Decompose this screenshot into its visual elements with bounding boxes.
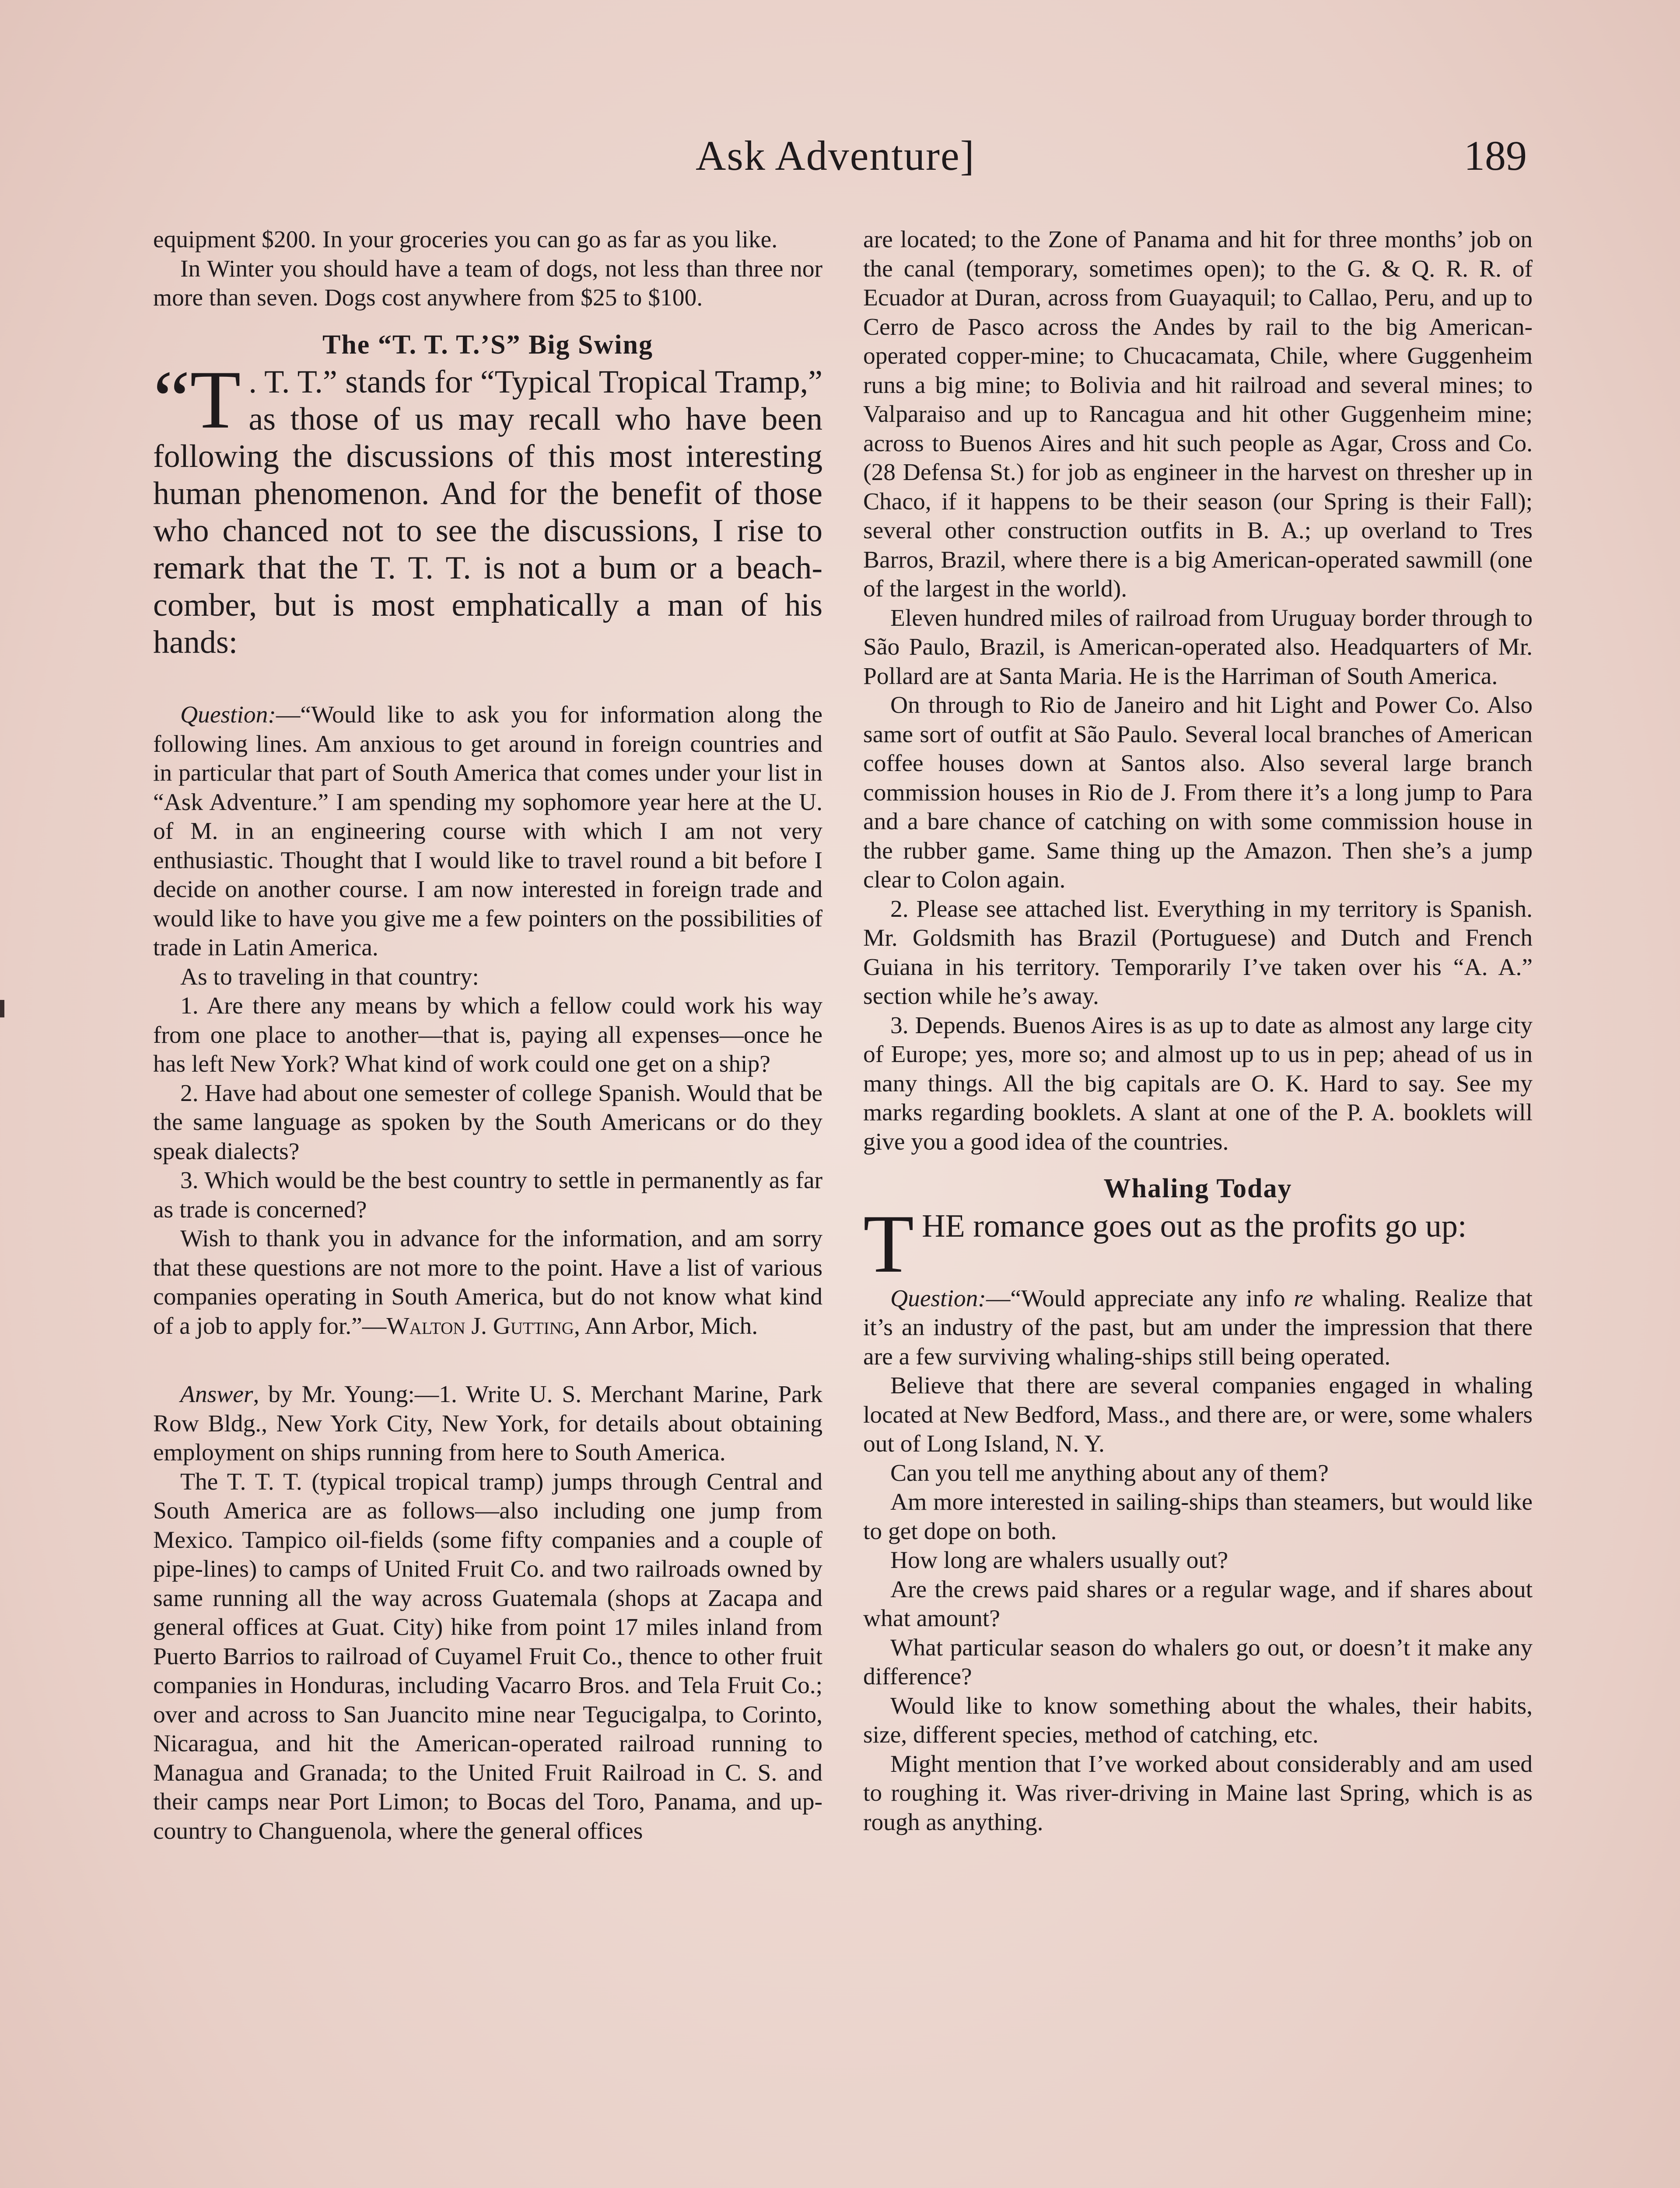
- running-head: [153, 131, 1527, 184]
- paragraph: 3. Depends. Buenos Aires is as up to date as almost any large city of Europe; yes, more so; and almost up to us in pep; ahead of us in many things. All the big capitals are O. K. Hard to say. See my marks regarding booklets. A slant at one of the P. A. booklets will give you a good idea of the countries.: [863, 1012, 1533, 1155]
- paragraph: Can you tell me anything about any of them?: [890, 1459, 1329, 1487]
- paragraph: The T. T. T. (typical tropical tramp) jumps through Central and South America are as follows—also including one jump from Mexico. Tampico oil-fields (some fifty companies and a couple of pipe-lines) to camps of United Fruit Co. and two railroads owned by same running all the way across Guatemala (shops at Zacapa and general offices at Guat. City) hike from point 17 miles inland from Puerto Barrios to railroad of Cuyamel Fruit Co., thence to other fruit companies in Honduras, including Vacarro Bros. and Tela Fruit Co.; over and across to San Juancito mine near Tegucigalpa, to Corinto, Nicaragua, and hit the American-operated railroad running to Managua and Granada; to the United Fruit Railroad in C. S. and their camps near Port Limon; to Bocas del Toro, Panama, and up-country to Changuenola, where the general offices: [153, 1468, 822, 1844]
- intro-paragraph: [863, 1198, 1533, 1290]
- signature-name: Walton J. Gutting: [386, 1312, 574, 1339]
- paragraph: 2. Have had about one semester of college Spanish. Would that be the same language as spoken by the South Americans or do they speak dialects?: [153, 1080, 822, 1165]
- question-paragraph: [863, 1284, 1533, 1372]
- answer-label: Answer: [180, 1381, 253, 1408]
- paragraph: are located; to the Zone of Panama and hit for three months’ job on the canal (temporary, sometimes open); to the G. & Q. R. R. of Ecuador at Duran, across from Guayaquil; to Callao, Peru, and up to Cerro de Pasco across the Andes by rail to the big American-operated copper-mine; to Chucacamata, Chile, where Guggenheim runs a big mine; to Bolivia and hit railroad and several mines; to Valparaiso and up to Rancagua and hit other Guggenheim mine; across to Buenos Aires and hit such people as Agar, Cross and Co. (28 Defensa St.) for job as engineer in the harvest on thresher up in Chaco, if it happens to be their season (our Spring is their Fall); several other construction outfits in B. A.; up overland to Tres Barros, Brazil, where there is a big American-operated sawmill (one of the largest in the world).: [863, 226, 1533, 602]
- paragraph: Might mention that I’ve worked about considerably and am used to roughing it. Was river-driving in Maine last Spring, which is as rough as anything.: [863, 1750, 1533, 1836]
- paragraph: In Winter you should have a team of dogs, not less than three nor more than seven. Dogs cost anywhere from $25 to $100.: [153, 255, 822, 311]
- paragraph: Are the crews paid shares or a regular wage, and if shares about what amount?: [863, 1576, 1533, 1632]
- left-column: [153, 225, 822, 1846]
- question-closing: [153, 1224, 822, 1341]
- intro-text: HE romance goes out as the profits go up:: [922, 1208, 1467, 1244]
- paragraph: 3. Which would be the best country to settle in permanently as far as trade is concerned?: [153, 1167, 822, 1223]
- paragraph: 1. Are there any means by which a fellow could work his way from one place to another—that is, paying all expenses—once he has left New York? What kind of work could one get on a ship?: [153, 992, 822, 1077]
- paragraph: On through to Rio de Janeiro and hit Light and Power Co. Also same sort of outfit at São Paulo. Several local branches of American coffee houses down at Santos also. Also several large branch commission houses in Rio de J. From there it’s a long jump to Para and a bare chance of catching on with some commission house in the rubber game. Same thing up the Amazon. Then she’s a jump clear to Colon again.: [863, 692, 1533, 893]
- question-text-rest: whaling. Realize that it’s an industry of the past, but am under the impression that there are a few surviving whaling-ships still being operated.: [863, 1285, 1533, 1370]
- paragraph: Would like to know something about the whales, their habits, size, different species, method of catching, etc.: [863, 1692, 1533, 1748]
- answer-paragraph: [153, 1380, 822, 1468]
- paragraph: As to traveling in that country:: [180, 963, 479, 990]
- paragraph: 2. Please see attached list. Everything in my territory is Spanish. Mr. Goldsmith has Brazil (Portuguese) and Dutch and French Guiana in his territory. Temporarily I’ve taken over his “A. A.” section while he’s away.: [863, 895, 1533, 1010]
- paragraph: equipment $200. In your groceries you can go as far as you like.: [153, 226, 778, 253]
- question-text: —“Would appreciate any info: [986, 1285, 1294, 1312]
- paragraph: Am more interested in sailing-ships than steamers, but would like to get dope on both.: [863, 1489, 1533, 1545]
- section-heading-ttt: The “T. T. T.’S” Big Swing: [322, 330, 654, 360]
- paragraph: Eleven hundred miles of railroad from Uruguay border through to São Paulo, Brazil, is American-operated also. Headquarters of Mr. Pollard are at Santa Maria. He is the Harriman of South America.: [863, 604, 1533, 690]
- right-column: [863, 225, 1533, 1837]
- question-text: —“Would like to ask you for information along the following lines. Am anxious to get around in foreign countries and in particular that part of South America that comes under your list in “Ask Adventure.” I am spending my sophomore year here at the U. of M. in an engineering course with which I am not very enthusiastic. Thought that I would like to travel round a bit before I decide on another course. I am now interested in foreign trade and would like to have you give me a few pointers on the possibilities of trade in Latin America.: [153, 701, 822, 961]
- question-label: Question:: [180, 701, 276, 728]
- intro-text: . T. T.” stands for “Typical Tropical Tramp,” as those of us may recall who have been following the discussions of this most interesting human phenomenon. And for the benefit of those who chanced not to see the discussions, I rise to remark that the T. T. T. is not a bum or a beach-comber, but is most emphatically a man of his hands:: [153, 364, 822, 660]
- question-re: re: [1294, 1285, 1313, 1312]
- drop-cap: “T: [153, 354, 241, 446]
- question-label: Question:: [890, 1285, 986, 1312]
- drop-cap: T: [863, 1198, 914, 1290]
- running-title: Ask Adventure]: [696, 132, 975, 179]
- paragraph: What particular season do whalers go out, or doesn’t it make any difference?: [863, 1634, 1533, 1690]
- section-heading-whaling: Whaling Today: [1103, 1174, 1292, 1203]
- answer-text: , by Mr. Young:—1. Write U. S. Merchant Marine, Park Row Bldg., New York City, New York, for details about obtaining employment on ships running from here to South America.: [153, 1381, 822, 1466]
- signature-place: , Ann Arbor, Mich.: [574, 1312, 758, 1339]
- binding-mark: [0, 1000, 4, 1017]
- paragraph: How long are whalers usually out?: [890, 1547, 1228, 1574]
- page-number: 189: [1464, 132, 1527, 179]
- closing-text: Wish to thank you in advance for the information, and am sorry that these questions are not more to the point. Have a list of various companies operating in South America, but do not know what kind of a job to apply for.”—: [153, 1225, 822, 1339]
- paragraph: Believe that there are several companies engaged in whaling located at New Bedford, Mass., and there are, or were, some whalers out of Long Island, N. Y.: [863, 1372, 1533, 1457]
- intro-paragraph: [153, 354, 822, 661]
- question-paragraph: [153, 701, 822, 963]
